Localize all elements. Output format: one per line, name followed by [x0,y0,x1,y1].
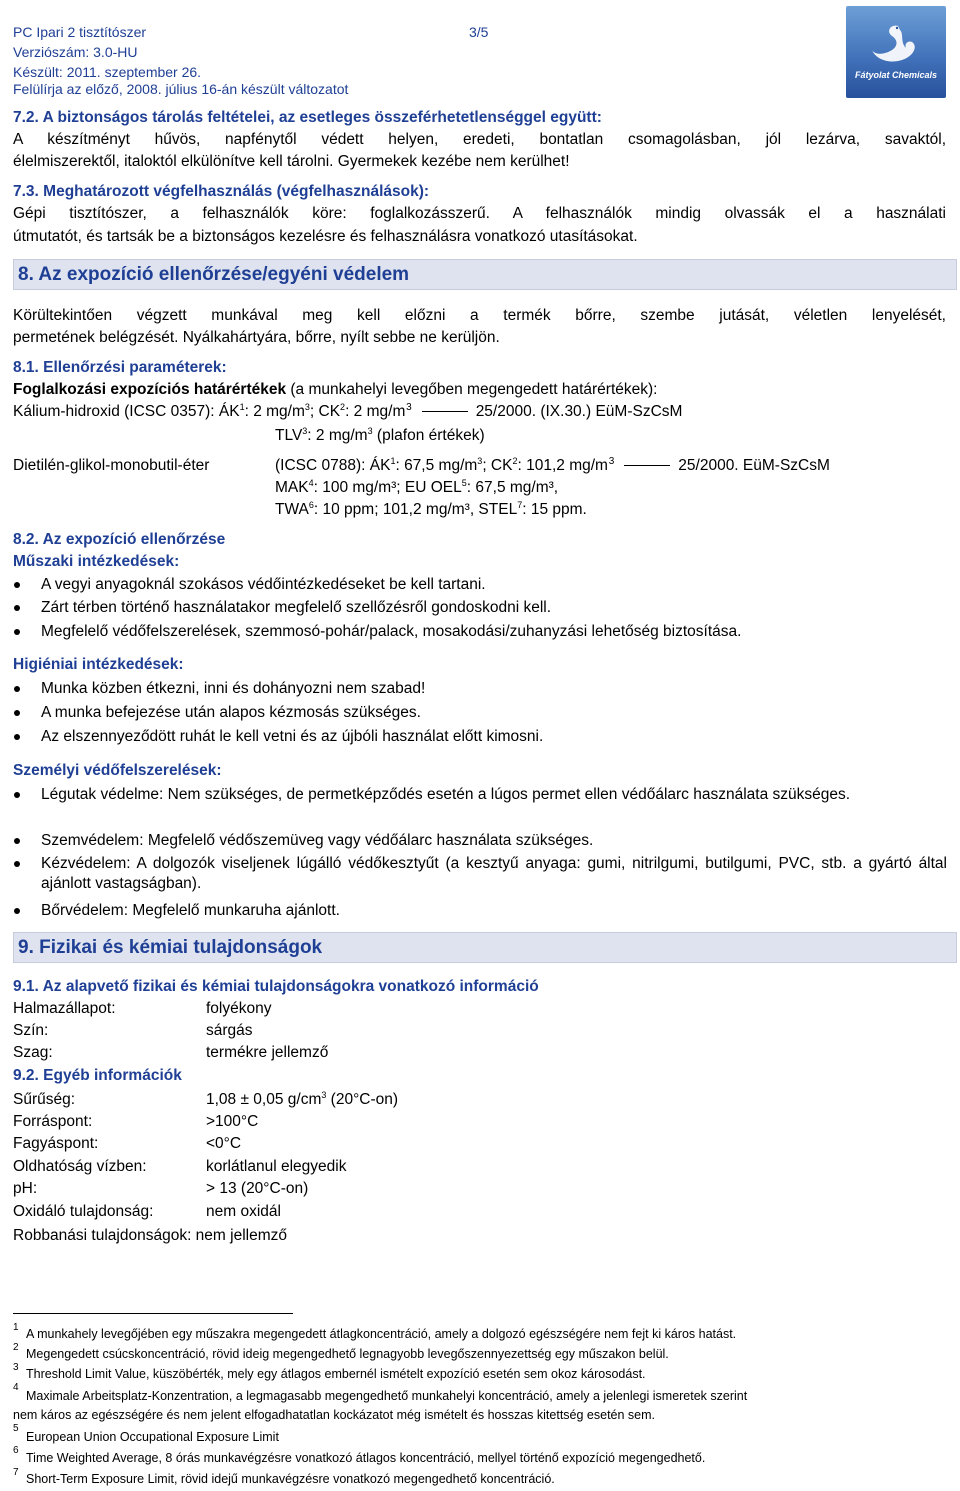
prop-label: Halmazállapot: [13,1000,116,1017]
header-product: PC Ipari 2 tisztítószer [13,24,147,40]
footnote-text: A munkahely levegőjében egy műszakra megengedett átlagkoncentráció, amely a dolgozó egészségére nem fejt ki káros hatást. [26,1327,737,1341]
s72-line2: élelmiszerektől, italoktól elkülönítve kell tárolni. Gyermekek kezébe nem kerülhet! [13,153,570,170]
bullet-icon [14,792,20,798]
bullet-icon [14,582,20,588]
prop-value: korlátlanul elegyedik [206,1158,347,1175]
footnote-divider [13,1313,293,1314]
header-date: Készült: 2011. szeptember 26. [13,64,202,80]
logo-brand-text: Fátyolat Chemicals [854,70,938,80]
hyg-item: Munka közben étkezni, inni és dohányozni nem szabad! [41,680,426,697]
limits-heading: Foglalkozási expozíciós határértékek (a munkahelyi levegőben megengedett határértékek): [13,381,658,398]
ppe-item: Légutak védelme: Nem szükséges, de permetképződés esetén a lúgos permet ellen védőálarc használata szükséges. [41,786,851,803]
bullet-icon [14,605,20,611]
s73-line2: útmutatót, és tartsák be a biztonságos kezelésre és felhasználásra vonatkozó utasításokat. [13,228,638,245]
page-number: 3/5 [469,24,489,40]
s72-line1: A készítményt hűvös, napfénytől védett helyen, eredeti, bontatlan csomagolásban, jól lezárva, savaktól, [13,131,946,148]
bullet-icon [14,710,20,716]
section-9-title: 9. Fizikai és kémiai tulajdonságok [18,937,323,958]
footnote-number: 1 [13,1322,19,1333]
company-logo [846,6,946,98]
bullet-icon [14,861,20,867]
prop-label: Sűrűség: [13,1091,76,1108]
hyg-item: Az elszennyeződött ruhát le kell vetni és az újbóli használat előtt kimosni. [41,728,544,745]
section-8-title: 8. Az expozíció ellenőrzése/egyéni védelem [18,264,410,285]
footnote-text: Time Weighted Average, 8 órás munkavégzésre vonatkozó átlagos koncentráció, mellyel történő expozíció megengedhető. [26,1451,706,1465]
footnote-text: Threshold Limit Value, küszöbérték, mely egy átlagos embernél ismételt expozíció esetén sem okoz károsodást. [26,1367,646,1381]
prop-value: >100°C [206,1113,259,1130]
footnote-number: 5 [13,1423,19,1434]
s8-intro-line2: permetének belégzését. Nyálkahártyára, bőrre, nyílt sebbe ne kerüljön. [13,329,500,346]
footnote-text-cont: nem káros az egészségére és nem jelent elfogadhatatlan kockázatot még ismételt és hosszas kitettség esetén sem. [13,1408,656,1422]
section-8-bar [13,259,957,290]
deg-limits: (ICSC 0788): $ÁK^1$: 67,5 $mg/m^3$; $CK^2$: 101,2 mg/m $^3$ 25/2000. EüM-SzCsM [275,455,830,474]
prop-value: 1,08 ± 0,05 $g/cm^3$ (20°C-on) [206,1089,399,1108]
tech-item: A vegyi anyagoknál szokásos védőintézkedéseket be kell tartani. [41,576,486,593]
bullet-icon [14,838,20,844]
dash-separator [624,465,670,466]
prop-label: Forráspont: [13,1113,93,1130]
hyg-title: Higiéniai intézkedések: [13,656,184,673]
header-version: Verziószám: 3.0-HU [13,44,138,60]
deg-mak: MAK$^4$: 100 mg/m³; EU OEL$^5$: 67,5 mg/m³, [275,477,559,496]
prop-label: Szín: [13,1022,49,1039]
tech-item: Megfelelő védőfelszerelések, szemmosó-pohár/palack, mosakodási/zuhanyzási lehetőség biztosítása. [41,623,742,640]
prop-value: sárgás [206,1022,253,1039]
s91-title: 9.1. Az alapvető fizikai és kémiai tulajdonságokra vonatkozó információ [13,978,539,995]
s92-title: 9.2. Egyéb információk [13,1067,182,1084]
header-supersedes: Felülírja az előző, 2008. július 16-án készült változatot [13,81,349,97]
prop-value: <0°C [206,1135,242,1152]
prop-value: termékre jellemző [206,1044,329,1061]
s73-line1: Gépi tisztítószer, a felhasználók köre: foglalkozásszerű. A felhasználók mindig olvassák el a használati [13,205,946,222]
prop-label: pH: [13,1180,38,1197]
bullet-icon [14,629,20,635]
prop-value: folyékony [206,1000,272,1017]
prop-label: Szag: [13,1044,53,1061]
ppe-title: Személyi védőfelszerelések: [13,762,222,779]
deg-twa: TWA$^6$: 10 ppm; 101,2 mg/m³, STEL$^7$: 15 ppm. [275,499,587,518]
footnote-text: Megengedett csúcskoncentráció, rövid ideig megengedhető legnagyobb levegőszennyezettség egy műszakon belül. [26,1347,669,1361]
section-9-bar [13,932,957,963]
explosive-properties: Robbanási tulajdonságok: nem jellemző [13,1227,287,1244]
bullet-icon [14,686,20,692]
footnote-number: 2 [13,1342,19,1353]
koh-tlv: TLV$^3$: 2 $mg/m^3$ (plafon értékek) [275,425,485,444]
footnote-number: 6 [13,1445,19,1456]
footnote-number: 4 [13,1382,19,1393]
footnote-number: 7 [13,1467,19,1478]
s81-title: 8.1. Ellenőrzési paraméterek: [13,359,227,376]
s8-intro-line1: Körültekintően végzett munkával meg kell előzni a termék bőrre, szembe jutását, véletlen lenyelését, [13,307,946,324]
footnote-number: 3 [13,1362,19,1373]
prop-label: Oldhatóság vízben: [13,1158,147,1175]
s72-title: 7.2. A biztonságos tárolás feltételei, az esetleges összeférhetetlenséggel együtt: [13,109,602,126]
koh-limits: Kálium-hidroxid (ICSC 0357): $ÁK^1$: 2 $mg/m^3$; $CK^2$: 2 mg/m $^3$ 25/2000. (IX.30.) EüM-SzCsM [13,401,683,420]
bullet-icon [14,908,20,914]
ppe-item: Kézvédelem: A dolgozók viseljenek lúgálló védőkesztyűt (a kesztyű anyaga: gumi, nitrilgumi, butilgumi, PVC, stb. a gyártó által ajánlott vastagságban). [41,855,947,892]
prop-label: Oxidáló tulajdonság: [13,1203,154,1220]
prop-label: Fagyáspont: [13,1135,99,1152]
ppe-item: Szemvédelem: Megfelelő védőszemüveg vagy védőálarc használata szükséges. [41,832,594,849]
footnote-text: European Union Occupational Exposure Limit [26,1430,279,1444]
tech-title: Műszaki intézkedések: [13,553,180,570]
deg-name: Dietilén-glikol-monobutil-éter [13,457,210,474]
tech-item: Zárt térben történő használatakor megfelelő szellőzésről gondoskodni kell. [41,599,552,616]
s82-title: 8.2. Az expozíció ellenőrzése [13,531,226,548]
swan-icon [868,20,922,68]
s73-title: 7.3. Meghatározott végfelhasználás (végfelhasználások): [13,183,430,200]
ppe-item: Bőrvédelem: Megfelelő munkaruha ajánlott. [41,902,340,919]
footnote-text: Maximale Arbeitsplatz-Konzentration, a legmagasabb megengedhető munkahelyi koncentráció, amely a jelenlegi ismeretek szerint [26,1389,748,1403]
prop-value: nem oxidál [206,1203,281,1220]
prop-value: > 13 (20°C-on) [206,1180,309,1197]
hyg-item: A munka befejezése után alapos kézmosás szükséges. [41,704,421,721]
footnote-text: Short-Term Exposure Limit, rövid idejű munkavégzésre vonatkozó megengedhető koncentráció. [26,1472,555,1486]
bullet-icon [14,734,20,740]
dash-separator [422,411,468,412]
